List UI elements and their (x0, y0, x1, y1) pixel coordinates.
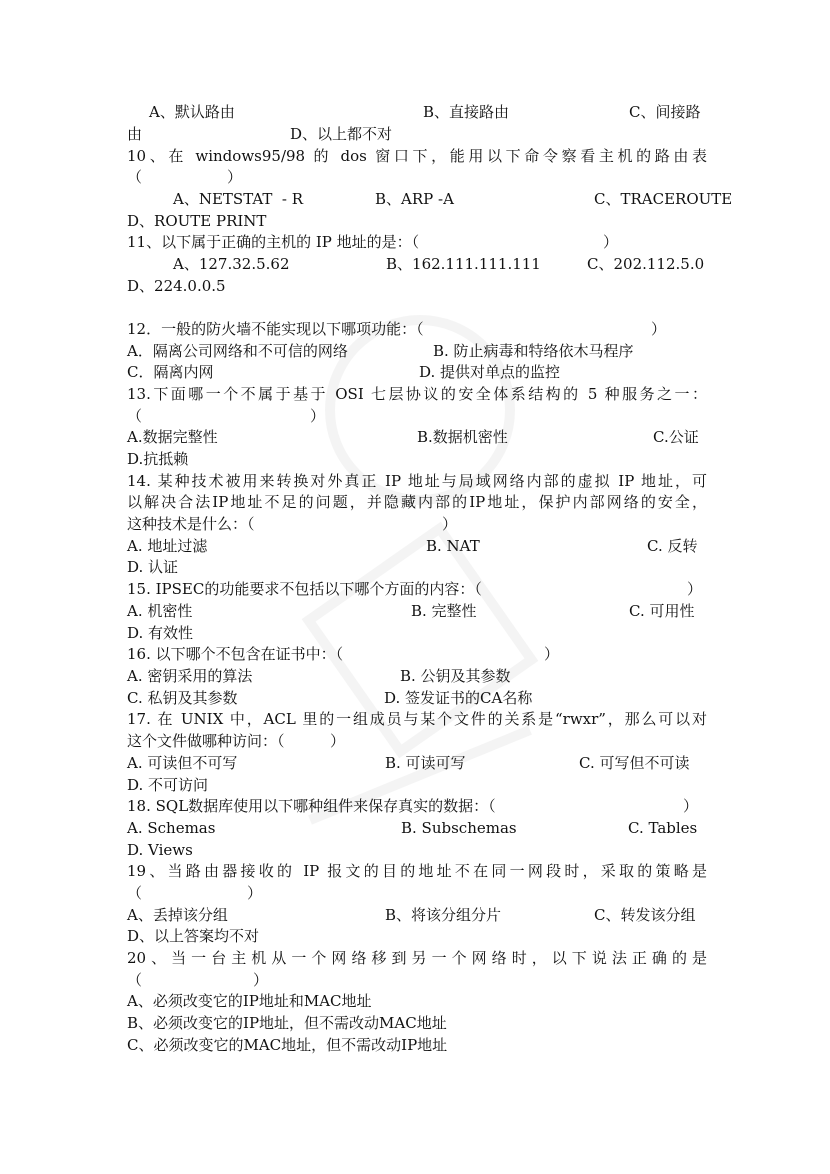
question-line: D. 有效性 (127, 624, 194, 642)
question-line: A、127.32.5.62 B、162.111.111.111 C、202.112.5.0 (173, 255, 705, 273)
question-line: A. 可读但不可写 B. 可读可写 C. 可写但不可读 (127, 754, 690, 772)
question-line: B、必须改变它的IP地址，但不需改动MAC地址 (127, 1014, 447, 1032)
question-line: 这种技术是什么：（ ） (127, 515, 458, 533)
question-line: A、NETSTAT - R B、ARP -A C、TRACEROUTE (173, 190, 733, 208)
question-line: A. 地址过滤 B. NAT C. 反转 (127, 537, 698, 555)
question-line: （ ） (127, 407, 326, 425)
question-line: A、丢掉该分组 B、将该分组分片 C、转发该分组 (127, 906, 696, 924)
question-line: 10、在 windows95/98 的 dos 窗口下，能用以下命令察看主机的路由表 (127, 147, 707, 165)
question-line: D.抗抵赖 (127, 450, 189, 468)
question-line: C、必须改变它的MAC地址，但不需改动IP地址 (127, 1036, 448, 1054)
question-line: A．隔离公司网络和不可信的网络 B. 防止病毒和特络依木马程序 (127, 342, 634, 360)
question-line: 18. SQL数据库使用以下哪种组件来保存真实的数据：（ ） (127, 797, 699, 815)
question-line: A.数据完整性 B.数据机密性 C.公证 (127, 428, 699, 446)
question-line: D. 认证 (127, 558, 179, 576)
question-line: 14. 某种技术被用来转换对外真正 IP 地址与局域网络内部的虚拟 IP 地址，可 (127, 472, 707, 490)
question-line: A. Schemas B. Subschemas C. Tables (127, 819, 698, 837)
question-line: 15. IPSEC的功能要求不包括以下哪个方面的内容：（ ） (127, 580, 703, 598)
question-line: （ ） (127, 884, 263, 902)
question-line: D、ROUTE PRINT (127, 212, 267, 230)
question-line: 19、当路由器接收的 IP 报文的目的地址不在同一网段时，采取的策略是 (127, 862, 707, 880)
question-line: （ ） (127, 168, 243, 186)
question-line: D、以上答案均不对 (127, 927, 260, 945)
question-line: A、默认路由 B、直接路由 C、间接路 (149, 103, 701, 121)
question-line: A、必须改变它的IP地址和MAC地址 (127, 992, 372, 1010)
question-line: 13.下面哪一个不属于基于 OSI 七层协议的安全体系结构的 5 种服务之一： (127, 385, 707, 403)
question-line: 16. 以下哪个不包含在证书中：（ ） (127, 645, 560, 663)
question-line: 以解决合法IP地址不足的问题，并隐藏内部的IP地址，保护内部网络的安全， (127, 493, 707, 511)
question-line: C. 私钥及其参数 D. 签发证书的CA名称 (127, 689, 533, 707)
question-line: D、224.0.0.5 (127, 277, 226, 295)
question-line: D. 不可访问 (127, 776, 209, 794)
question-line: C．隔离内网 D. 提供对单点的监控 (127, 363, 561, 381)
question-line: D. Views (127, 841, 193, 859)
question-line: 20、当一台主机从一个网络移到另一个网络时，以下说法正确的是 (127, 949, 707, 967)
question-line: A. 密钥采用的算法 B. 公钥及其参数 (127, 667, 511, 685)
question-line: 这个文件做哪种访问：（ ） (127, 732, 346, 750)
question-line: 11、以下属于正确的主机的 IP 地址的是：（ ） (127, 233, 619, 251)
question-line: 17. 在 UNIX 中，ACL 里的一组成员与某个文件的关系是“rwxr”，那么可以对 (127, 710, 707, 728)
question-line: 由 D、以上都不对 (127, 125, 393, 143)
question-line: A. 机密性 B. 完整性 C. 可用性 (127, 602, 695, 620)
question-line: （ ） (127, 971, 269, 989)
question-line: 12．一般的防火墙不能实现以下哪项功能：（ ） (127, 320, 667, 338)
